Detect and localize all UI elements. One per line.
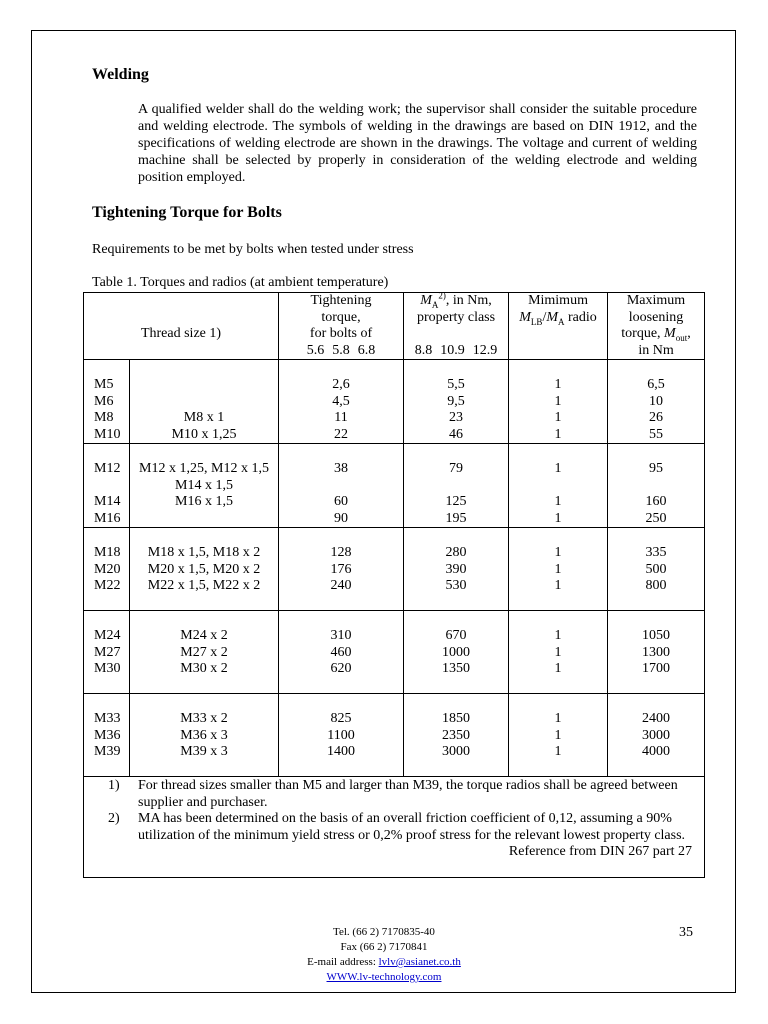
ma-cell: 79 125 195 [404, 444, 509, 528]
page-number: 35 [679, 925, 693, 940]
tightening-torque-cell: 128 176 240 [279, 528, 404, 611]
fine-thread-cell: M24 x 2 M27 x 2 M30 x 2 [130, 611, 279, 694]
thread-size-cell: M18 M20 M22 [84, 528, 130, 611]
table-notes [84, 777, 705, 878]
table-caption: Table 1. Torques and radios (at ambient temperature) [92, 275, 389, 290]
contact-footer [284, 925, 484, 985]
tightening-torque-cell: 825 1100 1400 [279, 694, 404, 777]
property-class: 10.9 [440, 342, 465, 358]
footer-tel: Tel. (66 2) 7170835-40 [333, 926, 435, 938]
ratio-cell: 1 1 1 1 [509, 360, 608, 444]
header-classes-low [303, 343, 380, 360]
ma-cell: 670 1000 1350 [404, 611, 509, 694]
thread-size-cell: M5 M6 M8 M10 [84, 360, 130, 444]
max-loosening-cell: 1050 1300 1700 [608, 611, 705, 694]
email-link[interactable]: lvlv@asianet.co.th [378, 956, 461, 968]
property-class: 5.6 [306, 342, 325, 358]
max-loosening-cell: 2400 3000 4000 [608, 694, 705, 777]
max-loosening-cell: 95 160 250 [608, 444, 705, 528]
ratio-cell: 1 1 1 [509, 444, 608, 528]
table-row [84, 528, 705, 611]
property-class: 5.8 [332, 342, 350, 358]
fine-thread-cell: M8 x 1 M10 x 1,25 [130, 360, 279, 444]
ratio-cell: 1 1 1 [509, 528, 608, 611]
table-row [84, 444, 705, 528]
torque-table [83, 292, 705, 878]
fine-thread-cell: M18 x 1,5, M18 x 2 M20 x 1,5, M20 x 2 M22 x 1,5, M22 x 2 [130, 528, 279, 611]
header-minimum-ratio: Mimimum $M_{LB}/M_A$ radio [509, 293, 608, 360]
table-row [84, 611, 705, 694]
max-loosening-cell: 335 500 800 [608, 528, 705, 611]
table-row [84, 360, 705, 444]
table-header-row [84, 293, 705, 360]
footer-email-line: E-mail address: lvlv@asianet.co.th [307, 956, 461, 968]
header-thread-size: Thread size 1) [84, 293, 279, 360]
reference-text: Reference from DIN 267 part 27 [508, 844, 693, 859]
note-item: 1) For thread sizes smaller than M5 and larger than M39, the torque radios shall be agreed between supplier and purchaser. [108, 778, 678, 810]
heading-welding: Welding [92, 66, 149, 83]
requirements-text: Requirements to be met by bolts when tested under stress [92, 242, 414, 257]
thread-size-cell: M12 M14 M16 [84, 444, 130, 528]
fine-thread-cell: M12 x 1,25, M12 x 1,5 M14 x 1,5 M16 x 1,5 [130, 444, 279, 528]
header-ma: $M_A^{2)}$, in Nm, property class 8.8 10.9 12.9 [404, 293, 509, 360]
tightening-torque-cell: 310 460 620 [279, 611, 404, 694]
thread-size-cell: M33 M36 M39 [84, 694, 130, 777]
header-max-loosening: Maximum loosening torque, $M_{out}$, in Nm [608, 293, 705, 360]
property-class: 8.8 [414, 342, 433, 358]
tightening-torque-cell: 38 60 90 [279, 444, 404, 528]
ma-cell: 1850 2350 3000 [404, 694, 509, 777]
ma-cell: 280 390 530 [404, 528, 509, 611]
max-loosening-cell: 6,5 10 26 55 [608, 360, 705, 444]
thread-size-cell: M24 M27 M30 [84, 611, 130, 694]
property-class: 12.9 [472, 342, 498, 358]
footer-fax: Fax (66 2) 7170841 [340, 941, 428, 953]
notes-row [84, 777, 705, 878]
website-link[interactable]: WWW.lv-technology.com [326, 971, 442, 983]
heading-tightening-torque: Tightening Torque for Bolts [92, 204, 282, 221]
header-tightening-torque: Tightening torque, for bolts of 5.6 5.8 6.8 [279, 293, 404, 360]
ma-cell: 5,5 9,5 23 46 [404, 360, 509, 444]
header-classes-high [411, 343, 502, 360]
ratio-cell: 1 1 1 [509, 694, 608, 777]
note-item: 2) MA has been determined on the basis of an overall friction coefficient of 0,12, assuming a 90% utilization of the minimum yield stress or 0,2% proof stress for the relevant lowest property class. [108, 811, 686, 843]
ratio-cell: 1 1 1 [509, 611, 608, 694]
fine-thread-cell: M33 x 2 M36 x 3 M39 x 3 [130, 694, 279, 777]
welding-paragraph: A qualified welder shall do the welding work; the supervisor shall consider the suitable procedure and welding electrode. The symbols of welding in the drawings are based on DIN 1912, and the specifications of welding electrode are shown in the drawings. The voltage and current of welding machine shall be selected by properly in consideration of the welding electrode and welding position employed. [138, 102, 697, 185]
tightening-torque-cell: 2,6 4,5 11 22 [279, 360, 404, 444]
table-row [84, 694, 705, 777]
property-class: 6.8 [357, 342, 376, 358]
